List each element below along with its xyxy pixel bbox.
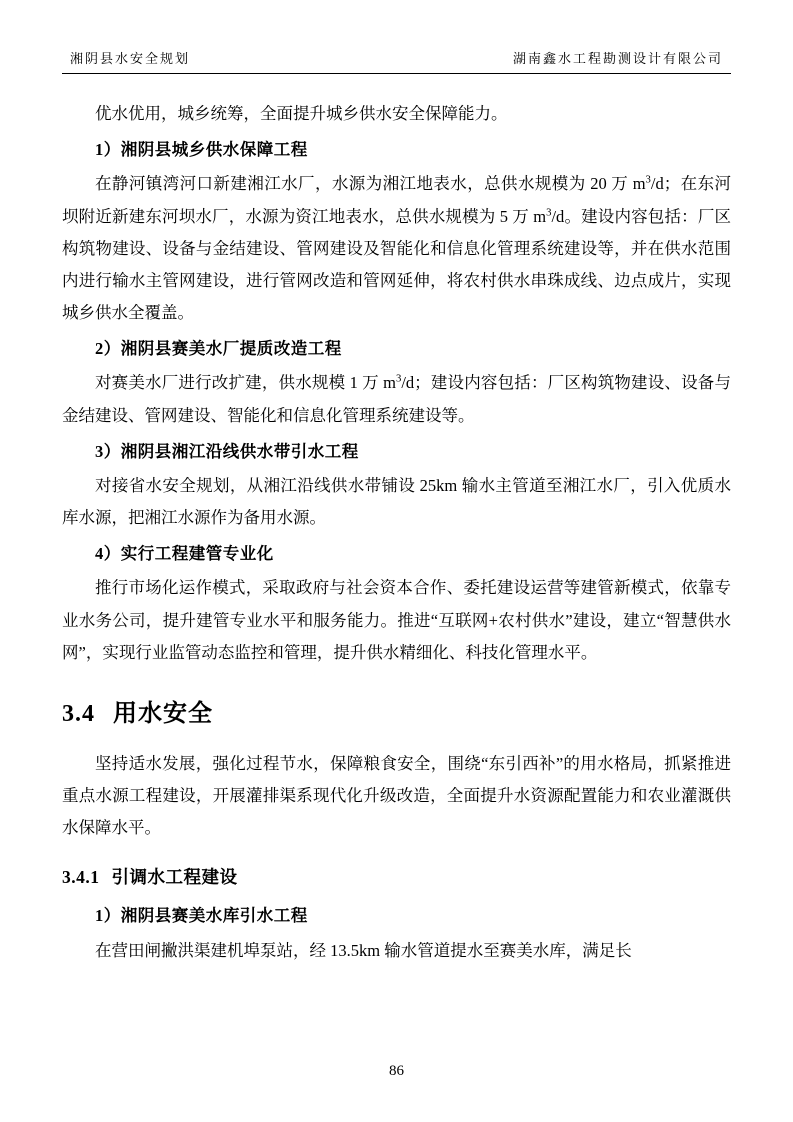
paragraph-intro: 优水优用，城乡统筹，全面提升城乡供水安全保障能力。 <box>95 104 508 123</box>
paragraph-item-1-part-a: 在静河镇湾河口新建湘江水厂，水源为湘江地表水，总供水规模为 20 万 m <box>95 174 646 194</box>
page-header <box>62 48 731 74</box>
paragraph-item-1-part-b: /d；在东河坝附近新建东河坝水厂，水源为资江地表水，总供水规模为 5 万 m <box>62 174 731 226</box>
paragraph-item-2 <box>62 367 731 431</box>
page-content <box>62 98 731 967</box>
superscript-cubic-2: 3 <box>546 206 552 219</box>
paragraph-item-2-part-a: 对赛美水厂进行改扩建，供水规模 1 万 m <box>95 373 396 393</box>
paragraph-item-1 <box>62 168 731 329</box>
section-number: 3.4 <box>62 700 95 727</box>
paragraph-subitem-1: 在营田闸撇洪渠建机埠泵站，经 13.5km 输水管道提水至赛美水库，满足长 <box>95 940 632 960</box>
header-right-text: 湖南鑫水工程勘测设计有限公司 <box>512 51 723 66</box>
paragraph-item-3: 对接省水安全规划，从湘江沿线供水带铺设 25km 输水主管道至湘江水厂，引入优质水库水源，把湘江水源作为备用水源。 <box>62 475 731 528</box>
paragraph-item-2-part-b: /d；建设内容包括：厂区构筑物建设、设备与金结建设、管网建设、智能化和信息化管理系统建设等。 <box>62 373 731 425</box>
section-title: 用水安全 <box>113 700 213 727</box>
paragraph-section-intro: 坚持适水发展，强化过程节水，保障粮食安全，围绕“东引西补”的用水格局，抓紧推进重点水源工程建设，开展灌排渠系现代化升级改造，全面提升水资源配置能力和农业灌溉供水保障水平。 <box>62 753 731 838</box>
heading-item-1: 1）湘阴县城乡供水保障工程 <box>95 140 308 160</box>
subsection-number: 3.4.1 <box>62 867 100 888</box>
paragraph-item-1-part-c: /d。建设内容包括：厂区构筑物建设、设备与金结建设、管网建设及智能化和信息化管理系统建设等，并在供水范围内进行输水主管网建设，进行管网改造和管网延伸，将农村供水串珠成线、边点成片，实现城乡供水全覆盖。 <box>62 206 731 323</box>
superscript-cubic-1: 3 <box>645 173 651 186</box>
header-left-text: 湘阴县水安全规划 <box>70 51 191 66</box>
subsection-title: 引调水工程建设 <box>111 867 238 888</box>
section-heading <box>62 691 731 738</box>
heading-item-3: 3）湘阴县湘江沿线供水带引水工程 <box>95 441 359 461</box>
page-number: 86 <box>389 1063 404 1079</box>
heading-item-2: 2）湘阴县赛美水厂提质改造工程 <box>95 339 342 359</box>
heading-subitem-1: 1）湘阴县赛美水库引水工程 <box>95 906 308 926</box>
subsection-heading <box>62 860 731 894</box>
heading-item-4: 4）实行工程建管专业化 <box>95 544 274 564</box>
paragraph-item-4: 推行市场化运作模式，采取政府与社会资本合作、委托建设运营等建管新模式，依靠专业水务公司，提升建管专业水平和服务能力。推进“互联网+农村供水”建设，建立“智慧供水网”，实现行业监管动态监控和管理，提升供水精细化、科技化管理水平。 <box>62 578 731 662</box>
superscript-cubic-3: 3 <box>395 372 402 385</box>
